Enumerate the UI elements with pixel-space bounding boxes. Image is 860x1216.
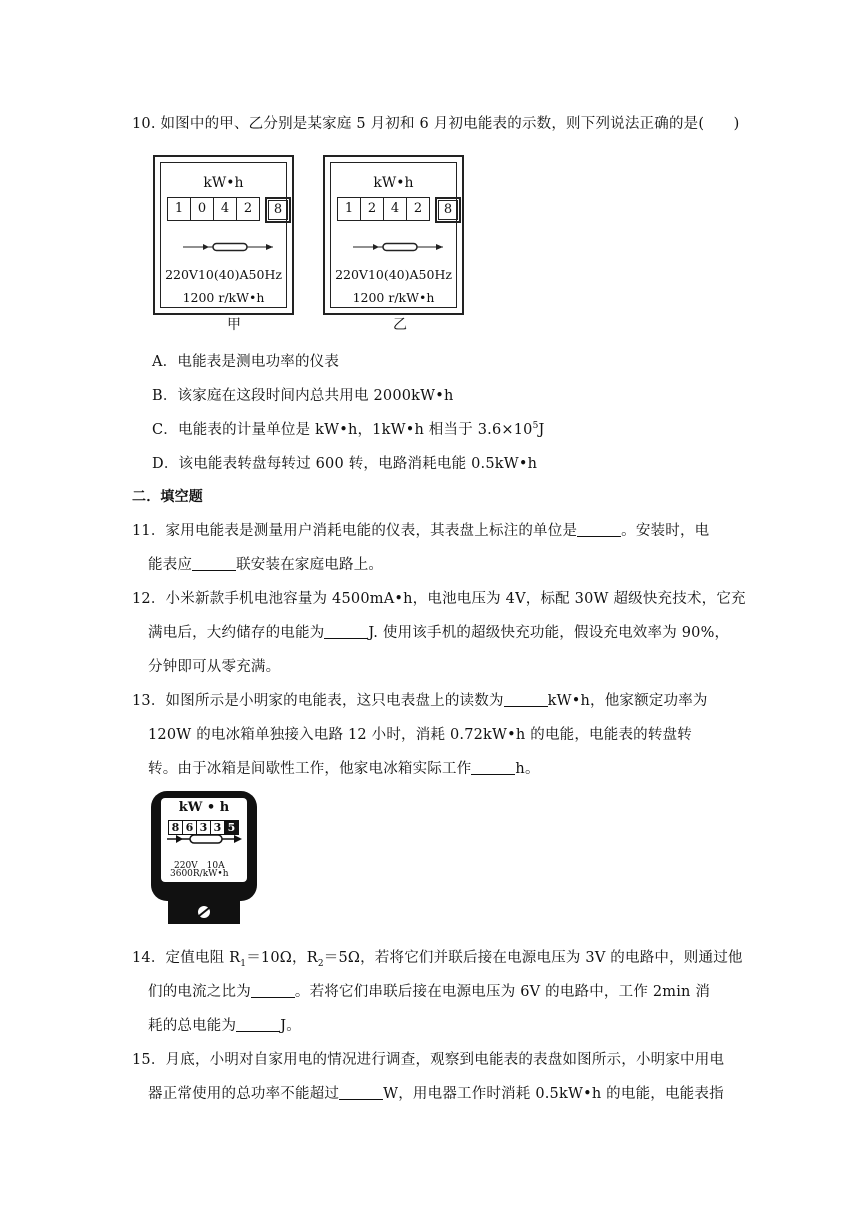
- meter-digit-decimal: 8: [435, 197, 461, 223]
- q10-option-a: A．电能表是测电功率的仪表: [152, 354, 340, 370]
- meter-digit: 4: [383, 197, 406, 221]
- q12-text: 满电后，大约储存的电能为: [148, 625, 325, 641]
- q13-text: kW•h，他家额定功率为: [547, 693, 708, 709]
- subscript: 2: [317, 958, 324, 969]
- meter-digit: 2: [360, 197, 383, 221]
- meter-digits: [337, 197, 461, 223]
- q12-text: J. 使用该手机的超级快充功能，假设充电效率为 90%，: [368, 625, 730, 641]
- answer-blank: [251, 983, 295, 998]
- meter-digit: 8: [168, 820, 183, 835]
- meter-digit: 0: [190, 197, 213, 221]
- meter-digit: 6: [183, 820, 197, 835]
- subscript: 1: [240, 958, 247, 969]
- q12-line-1: 12．小米新款手机电池容量为 4500mA•h，电池电压为 4V，标配 30W 超级快充技术，它充: [132, 591, 746, 607]
- meter-picture: [150, 790, 258, 926]
- meter-spec-revs: 1200 r/kW•h: [182, 290, 265, 305]
- meter-digit: 3: [211, 820, 225, 835]
- q11-text: 。安装时，电: [621, 523, 710, 539]
- meter-jia: [153, 155, 294, 315]
- answer-blank: [324, 624, 368, 639]
- q11-text: 11．家用电能表是测量用户消耗电能的仪表，其表盘上标注的单位是: [132, 523, 578, 539]
- q13-text: 转。由于冰箱是间歇性工作，他家电冰箱实际工作: [148, 761, 472, 777]
- answer-blank: [504, 692, 548, 707]
- meter-caption-jia: 甲: [227, 317, 241, 333]
- meter-spec-revs: 3600R/kW•h: [170, 869, 229, 879]
- q14-text: 耗的总电能为: [148, 1018, 237, 1034]
- q12-line-2: [148, 621, 729, 642]
- q10-option-c-unit: J: [538, 422, 545, 438]
- q13-text: h。: [515, 761, 540, 777]
- meter-yi-face: [330, 162, 457, 308]
- q15-line-2: [148, 1082, 724, 1103]
- rotor-arrow-icon: [353, 242, 445, 252]
- meter-digit: 1: [167, 197, 190, 221]
- q10-option-c: [152, 418, 545, 439]
- meter-jia-face: [160, 162, 287, 308]
- q14-text: J。: [280, 1018, 301, 1034]
- q15-text: W，用电器工作时消耗 0.5kW•h 的电能，电能表指: [383, 1086, 724, 1102]
- meter-digit: 3: [197, 820, 211, 835]
- q10-option-c-exponent: 5: [532, 421, 539, 432]
- q11-text: 能表应: [148, 557, 193, 573]
- meter-digits: [168, 820, 239, 835]
- q15-text: 器正常使用的总功率不能超过: [148, 1086, 340, 1102]
- meter-digit-decimal: 5: [225, 820, 239, 835]
- meter-unit: kW • h: [178, 800, 230, 815]
- section-heading: 二．填空题: [132, 489, 203, 505]
- q13-line-1: [132, 689, 708, 710]
- q11-line-2: [148, 553, 383, 574]
- answer-blank: [339, 1085, 383, 1100]
- meter-digit: 2: [406, 197, 430, 221]
- q14-text: ＝5Ω，若将它们并联后接在电源电压为 3V 的电路中，则通过他: [323, 950, 743, 966]
- meter-spec-revs: 1200 r/kW•h: [352, 290, 435, 305]
- meter-spec-rating: 220V10(40)A50Hz: [165, 267, 282, 282]
- q13-line-2: 120W 的电冰箱单独接入电路 12 小时，消耗 0.72kW•h 的电能，电能表的转盘转: [148, 727, 692, 743]
- answer-blank: [236, 1017, 280, 1032]
- meter-unit: kW•h: [373, 175, 414, 191]
- meter-unit: kW•h: [203, 175, 244, 191]
- answer-blank: [577, 522, 621, 537]
- meter-yi: [323, 155, 464, 315]
- q10-option-c-text: C．电能表的计量单位是 kW•h，1kW•h 相当于 3.6×10: [152, 422, 533, 438]
- answer-blank: [192, 556, 236, 571]
- rotor-arrow-icon: [183, 242, 275, 252]
- q14-line-3: [148, 1014, 301, 1035]
- q15-line-1: 15．月底，小明对自家用电的情况进行调查，观察到电能表的表盘如图所示，小明家中用电: [132, 1052, 725, 1068]
- q10-option-d: D．该电能表转盘每转过 600 转，电路消耗电能 0.5kW•h: [152, 456, 538, 472]
- q10-stem: 10. 如图中的甲、乙分别是某家庭 5 月初和 6 月初电能表的示数，则下列说法正确的是( ): [132, 116, 740, 132]
- q12-line-3: 分钟即可从零充满。: [148, 659, 281, 675]
- meter-digits: [167, 197, 291, 223]
- q10-option-b: B．该家庭在这段时间内总共用电 2000kW•h: [152, 388, 454, 404]
- q14-text: ＝10Ω，R: [246, 950, 318, 966]
- q14-text: 14．定值电阻 R: [132, 950, 241, 966]
- q14-line-2: [148, 980, 710, 1001]
- meter-digit: 1: [337, 197, 360, 221]
- q14-line-1: [132, 946, 743, 969]
- answer-blank: [471, 760, 515, 775]
- q13-line-3: [148, 757, 540, 778]
- q11-line-1: [132, 519, 709, 540]
- q13-text: 13．如图所示是小明家的电能表，这只电表盘上的读数为: [132, 693, 504, 709]
- meter-spec-rating: 220V10(40)A50Hz: [335, 267, 452, 282]
- q11-text: 联安装在家庭电路上。: [236, 557, 384, 573]
- meter-spec-rating: 220V 10A: [174, 861, 225, 871]
- meter-digit: 4: [213, 197, 236, 221]
- q14-text: 。若将它们串联后接在电源电压为 6V 的电路中，工作 2min 消: [294, 984, 711, 1000]
- meter-digit-decimal: 8: [265, 197, 291, 223]
- meter-caption-yi: 乙: [393, 317, 407, 333]
- meter-digit: 2: [236, 197, 260, 221]
- q14-text: 们的电流之比为: [148, 984, 251, 1000]
